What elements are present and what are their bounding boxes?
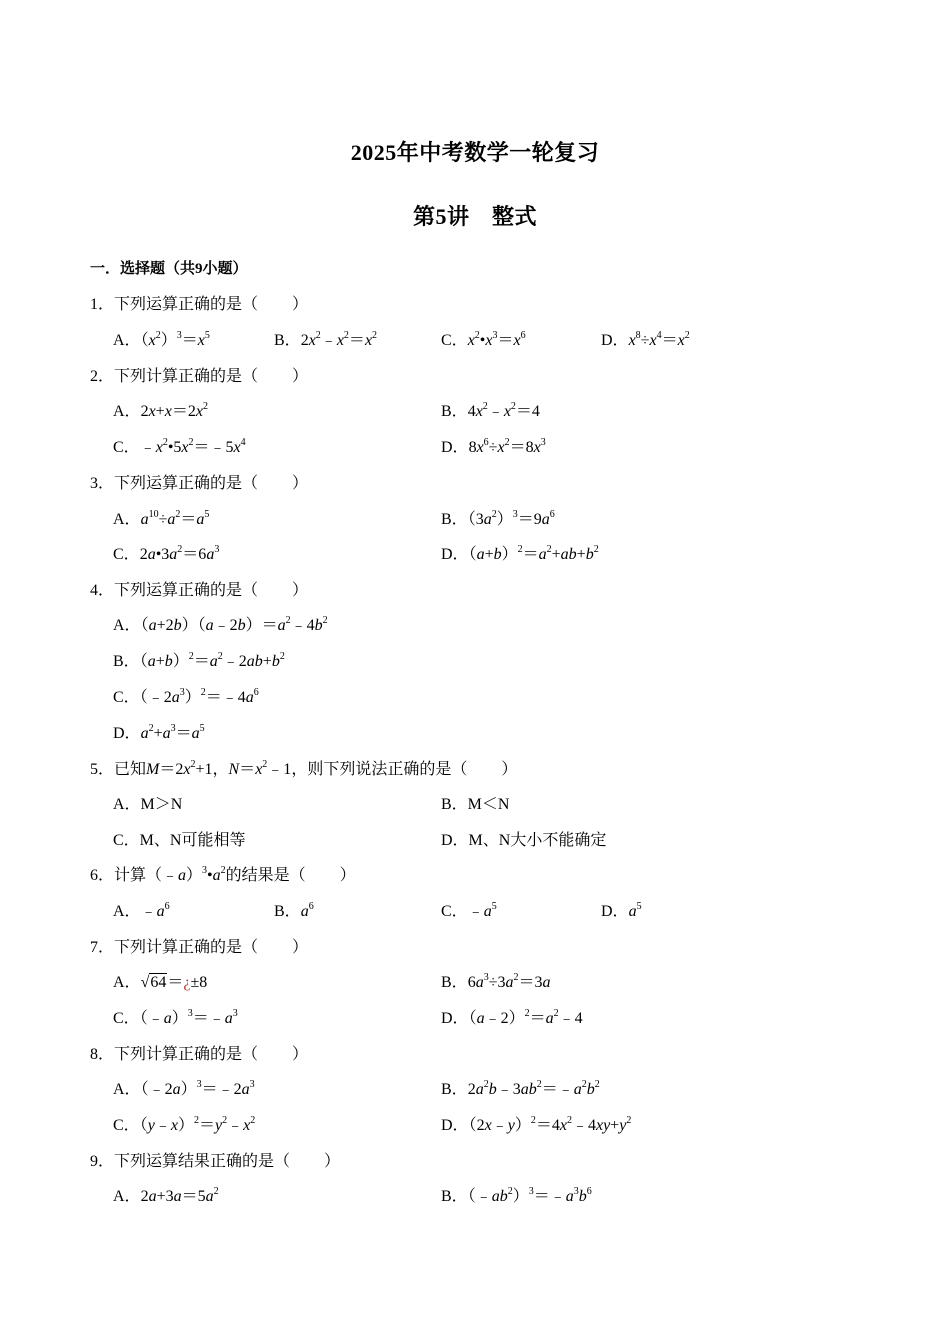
question-7-option-a: A．√64＝¿±8 [113,974,208,991]
question-3-option-a: A．$a^{10}\div a^2=a^5$ [113,509,210,528]
question-7-option-c: C．$(﹣a)^3=﹣a^3$ [113,1008,238,1027]
document-title: 2025年中考数学一轮复习 [350,140,600,165]
question-9-stem: 9．下列运算结果正确的是（ ） [90,1153,341,1170]
question-2-option-b: B．$4x^2﹣x^2=4$ [441,401,540,420]
question-2-option-c: C．$﹣x^2•5x^2=﹣5x^4$ [113,437,246,456]
question-2-option-a: A．$2x+x=2x^2$ [113,401,208,420]
question-6-option-c: C．$﹣a^5$ [441,901,497,920]
question-4-option-b: B．$(a+b)^2=a^2﹣2ab+b^2$ [113,651,285,670]
question-6-option-b: B．$a^6$ [274,901,314,920]
question-1-option-d: D．$x^8\div x^4=x^2$ [601,330,690,349]
question-5-option-d: D．M、N大小不能确定 [441,832,607,849]
question-1-option-a: A．$(x^2)^3=x^5$ [113,330,210,349]
invalid-character-glyph: ¿ [183,974,191,991]
question-3-option-d: D．$(a+b)^2=a^2+ab+b^2$ [441,544,599,563]
question-3-stem: 3．下列运算正确的是（ ） [90,475,309,492]
question-7-option-b: B．$6a^3\div 3a^2=3a$ [441,972,551,991]
question-6-stem: 6．计算$(﹣a)^3•a^2$的结果是（ ） [90,865,356,884]
question-2-option-d: D．$8x^6\div x^2=8x^3$ [441,437,546,456]
question-8-stem: 8．下列计算正确的是（ ） [90,1046,309,1063]
question-6-option-a: A．$﹣a^6$ [113,901,170,920]
question-6-option-d: D．$a^5$ [601,901,642,920]
question-3-option-c: C．$2a•3a^2=6a^3$ [113,544,220,563]
question-7-option-d: D．$(a﹣2)^2=a^2﹣4$ [441,1008,583,1027]
question-8-option-b: B．$2a^2b﹣3ab^2=﹣a^2b^2$ [441,1079,600,1098]
question-1-option-c: C．$x^2•x^3=x^6$ [441,330,526,349]
question-5-option-a: A．M＞N [113,796,183,813]
question-1-option-b: B．$2x^2﹣x^2=x^2$ [274,330,378,349]
question-8-option-d: D．$(2x﹣y)^2=4x^2﹣4xy+y^2$ [441,1115,632,1134]
question-9-option-b: B．$(﹣ab^2)^3=﹣a^3b^6$ [441,1186,592,1205]
question-8-option-a: A．$(﹣2a)^3=﹣2a^3$ [113,1079,255,1098]
square-root-sign: √64 [140,974,167,991]
question-7-stem: 7．下列计算正确的是（ ） [90,939,309,956]
question-4-option-d: D．$a^2+a^3=a^5$ [113,723,205,742]
section-heading: 一．选择题（共9小题） [90,261,248,277]
question-1-stem: 1．下列运算正确的是（ ） [90,296,309,313]
question-4-option-c: C．$(﹣2a^3)^2=﹣4a^6$ [113,687,259,706]
question-8-option-c: C．$(y﹣x)^2=y^2﹣x^2$ [113,1115,256,1134]
question-3-option-b: B．$(3a^2)^3=9a^6$ [441,509,555,528]
question-5-stem: 5．已知$M=2x^2+1$，$N=x^2﹣1$，则下列说法正确的是（ ） [90,759,518,778]
question-4-stem: 4．下列运算正确的是（ ） [90,582,309,599]
question-9-option-a: A．$2a+3a=5a^2$ [113,1186,219,1205]
question-5-option-b: B．M＜N [441,796,510,813]
lesson-title: 第5讲 整式 [412,204,537,229]
question-2-stem: 2．下列计算正确的是（ ） [90,368,309,385]
question-5-option-c: C．M、N可能相等 [113,832,246,849]
question-4-option-a: A．$(a+2b)(a﹣2b)=a^2﹣4b^2$ [113,615,328,634]
